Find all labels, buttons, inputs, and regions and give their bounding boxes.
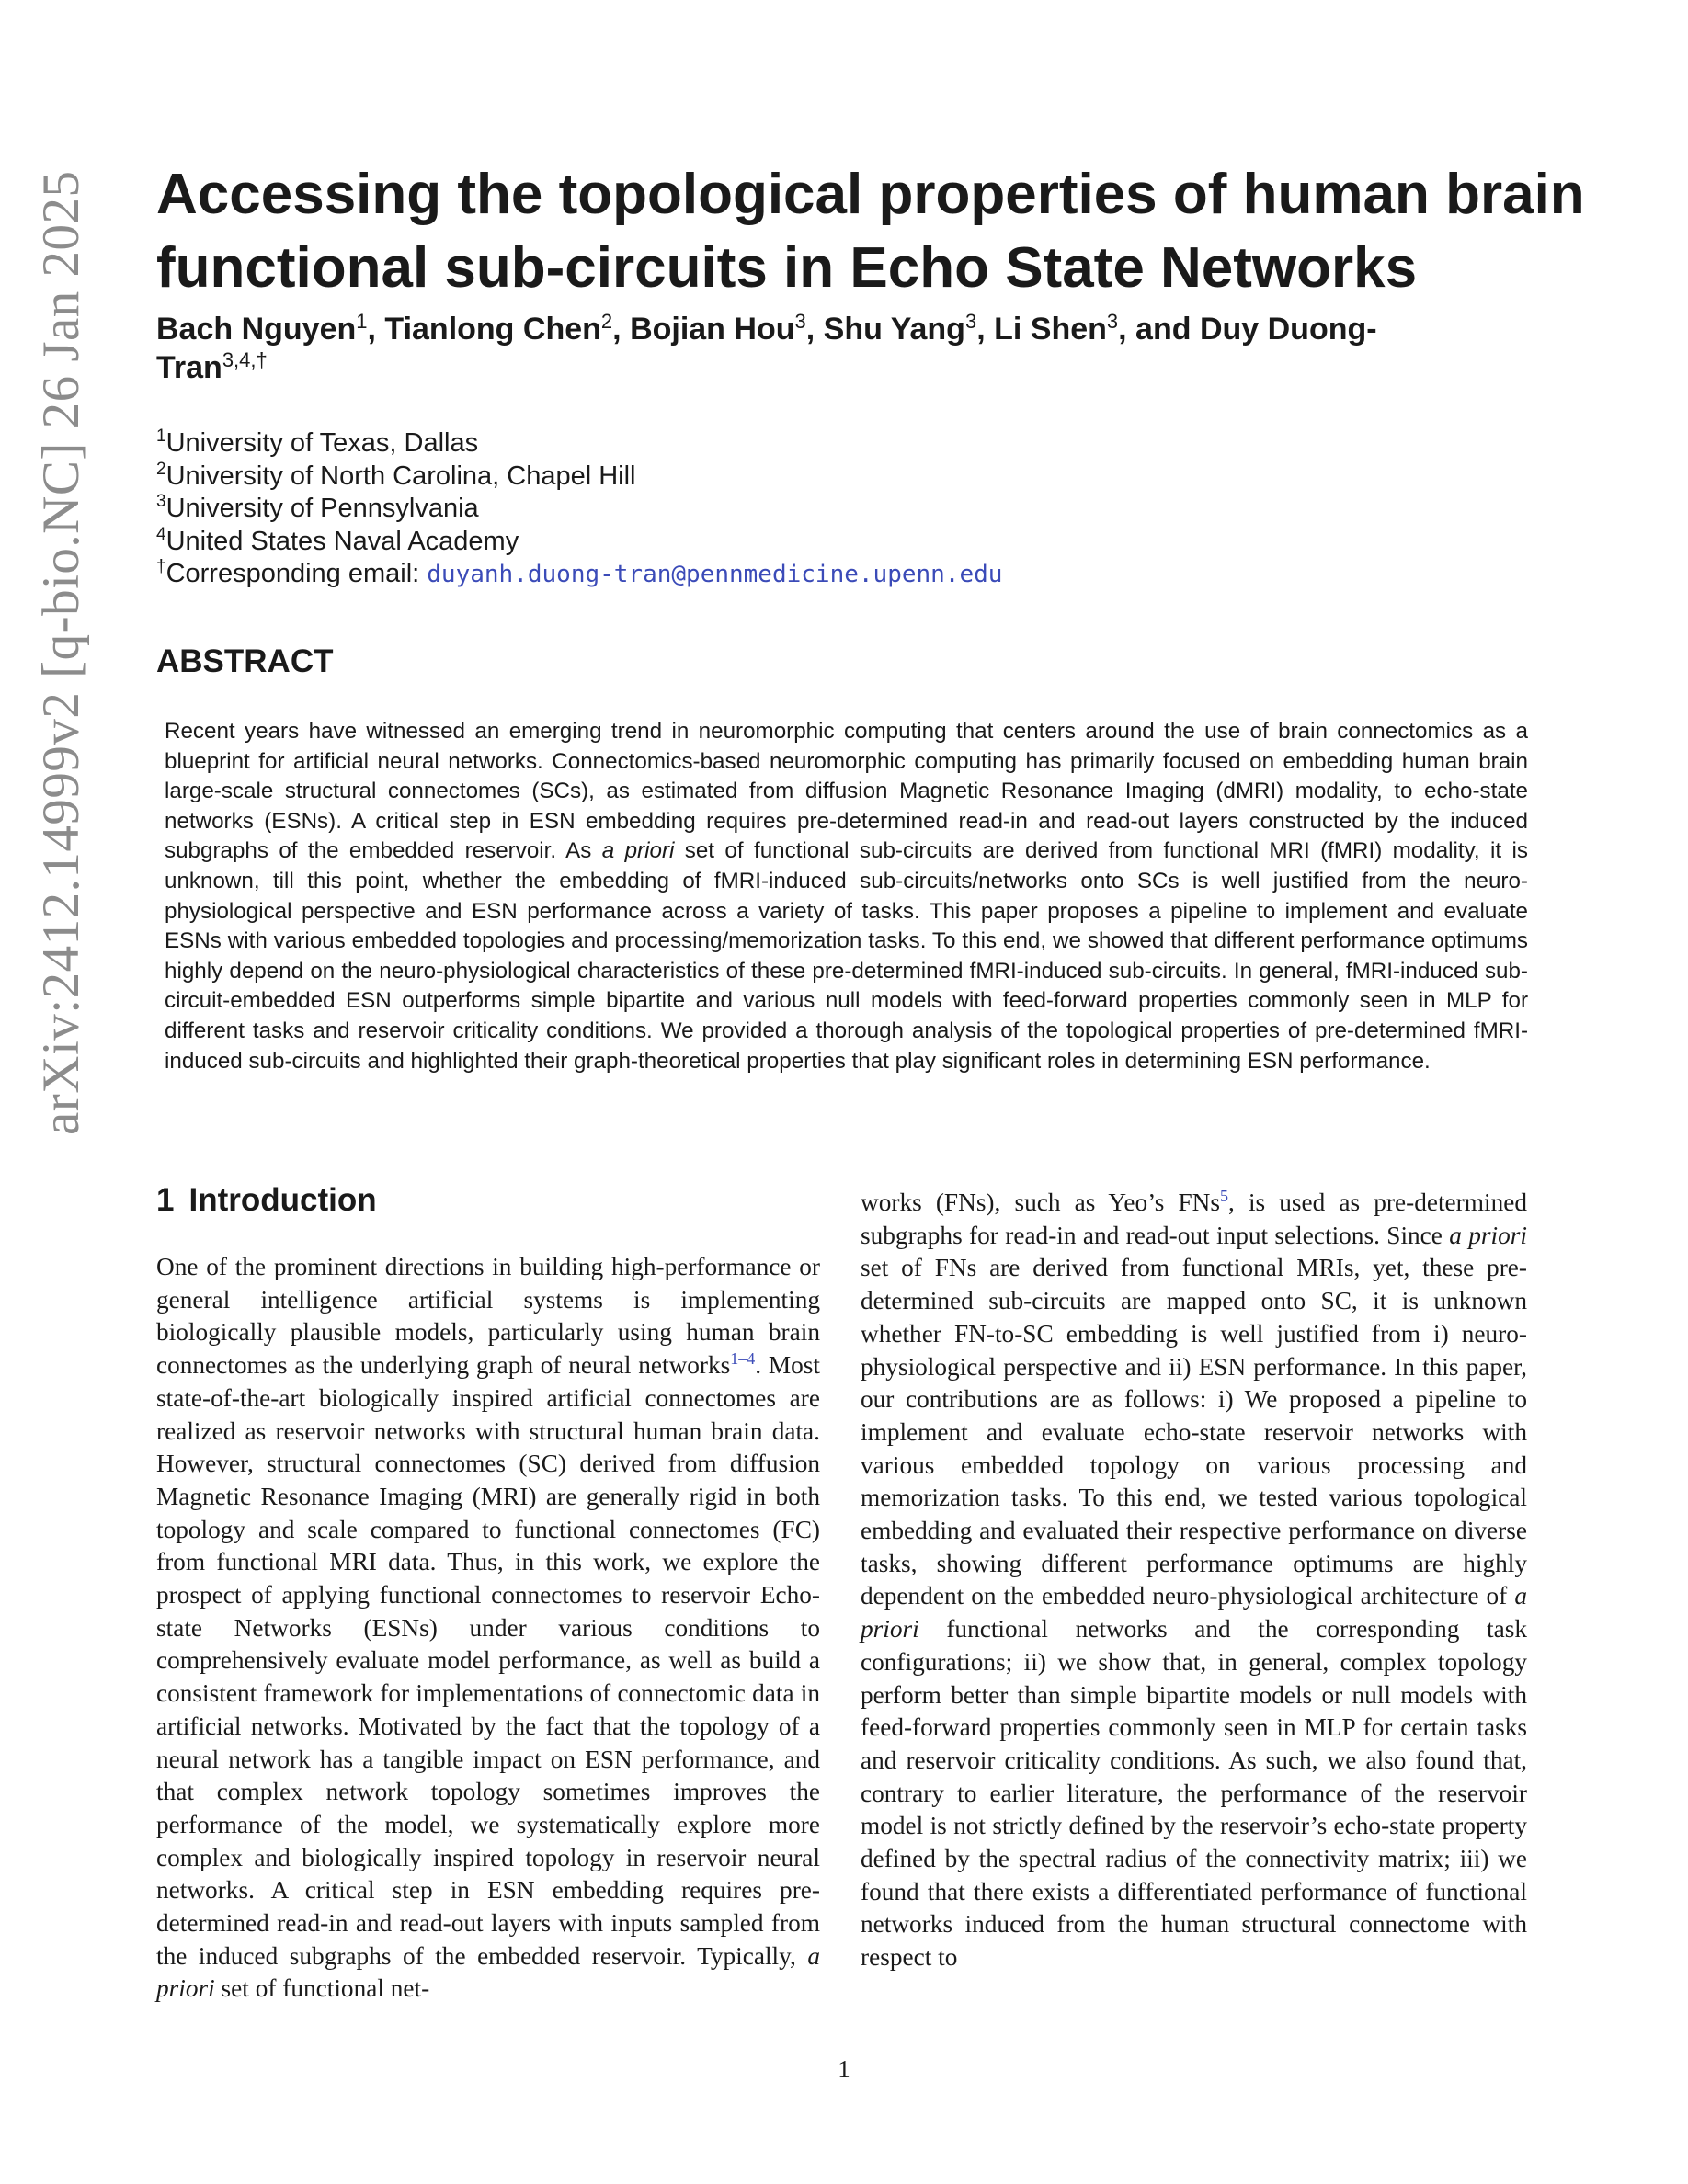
body-emphasis: a priori	[861, 1582, 1527, 1644]
corresponding-label: Corresponding email:	[165, 559, 428, 588]
intro-left-column	[156, 1251, 820, 2006]
author-affil-mark: 1	[356, 310, 368, 333]
author-name: Bojian Hou	[630, 312, 795, 347]
section-heading-introduction	[156, 1180, 377, 1221]
dagger-mark: †	[156, 557, 166, 576]
affiliation-mark: 1	[156, 427, 166, 446]
affiliation-mark: 2	[156, 459, 166, 479]
affiliation-item	[156, 427, 1352, 461]
body-text: set of functional net-	[214, 1974, 430, 2003]
body-text: , is used as pre-determined subgraphs for read-in and read-out input selections. Since	[861, 1189, 1527, 1249]
abstract-part: set of functional sub-circuits are derived from functional MRI (fMRI) modality, it is unknown, till this point, whether the embedding of fMRI-induced sub-circuits/networks onto SCs is well justified from the neuro-physiological perspective and ESN performance across a variety of tasks. This paper proposes a pipeline to implement and evaluate ESNs with various embedded topologies and processing/memorization tasks. To this end, we showed that different performance optimums highly depend on the neuro-physiological characteristics of these pre-determined fMRI-induced sub-circuits. In general, fMRI-induced sub-circuit-embedded ESN outperforms simple bipartite and various null models with feed-forward properties commonly seen in MLP for different tasks and reservoir criticality conditions. We provided a thorough analysis of the topological properties of pre-determined fMRI-induced sub-circuits and highlighted their graph-theoretical properties that play significant roles in determining ESN performance.	[165, 838, 1528, 1074]
paper-title: Accessing the topological properties of human brain functional sub-circuits in Echo State Networks	[156, 163, 1585, 300]
author-name: Bach Nguyen	[156, 312, 357, 347]
body-text: set of FNs are derived from functional MRIs, yet, these pre-determined sub-circuits are mapped onto SC, it is unknown whether FN-to-SC embedding is well justified from i) neuro-physiological perspective and ii) ESN performance. In this paper, our contributions are as follows: i) We proposed a pipeline to implement and evaluate echo-state reservoir networks with various embedded topology on various processing and memorization tasks. To this end, we tested various topological embedding and evaluated their respective performance on diverse tasks, showing different performance optimums are highly dependent on the embedded neuro-physiological architecture of	[861, 1254, 1527, 1610]
abstract-text	[165, 717, 1528, 1076]
affiliation-text: United States Naval Academy	[165, 526, 519, 556]
corresponding-email-link[interactable]: duyanh.duong-tran@pennmedicine.upenn.edu	[427, 561, 1003, 588]
affiliation-item	[156, 493, 1352, 526]
author-affil-mark: 2	[600, 310, 613, 333]
author-name: Li Shen	[994, 312, 1107, 347]
abstract-emphasis: a priori	[601, 838, 675, 864]
author-list	[156, 310, 1407, 387]
corresponding-author	[156, 558, 1352, 592]
body-emphasis: a priori	[156, 1941, 820, 2003]
intro-right-column	[861, 1187, 1527, 1974]
affiliation-item	[156, 461, 1352, 494]
affiliation-text: University of North Carolina, Chapel Hill	[165, 461, 636, 491]
author-separator: ,	[367, 312, 385, 347]
author-name: Duy Duong-Tran	[156, 312, 1377, 385]
author-affil-mark: 3	[794, 310, 806, 333]
author-name: Shu Yang	[823, 312, 965, 347]
affiliation-mark: 4	[156, 524, 166, 544]
author-affil-mark: 3,4,†	[222, 348, 268, 371]
author-affil-mark: 3	[1106, 310, 1119, 333]
body-emphasis: a priori	[1449, 1221, 1527, 1249]
body-text: One of the prominent directions in building high-performance or general intelligence artificial systems is implementing biologically plausible models, particularly using human brain connectomes as the underlying graph of neural networks	[156, 1253, 820, 1380]
body-text: works (FNs), such as Yeo’s FNs	[861, 1189, 1221, 1216]
section-number: 1	[156, 1182, 175, 1218]
author-separator: ,	[976, 312, 995, 347]
arxiv-watermark: arXiv:2412.14999v2 [q-bio.NC] 26 Jan 2025	[32, 170, 90, 1135]
body-text: functional networks and the corresponding task configurations; ii) we show that, in general, complex topology perform better than simple bipartite models or null models with feed-forward properties commonly seen in MLP for certain tasks and reservoir criticality conditions. As such, we also found that, contrary to earlier literature, the performance of the reservoir model is not strictly defined by the reservoir’s echo-state property defined by the spectral radius of the connectivity matrix; iii) we found that there exists a differentiated performance of functional networks induced from the human structural connectome with respect to	[861, 1615, 1527, 1972]
author-affil-mark: 3	[964, 310, 977, 333]
author-separator: ,	[612, 312, 631, 347]
author-separator: , and	[1118, 312, 1200, 347]
affiliation-list	[156, 427, 1352, 592]
affiliation-text: University of Texas, Dallas	[165, 428, 479, 458]
citation-link[interactable]: 1–4	[730, 1349, 756, 1369]
affiliation-text: University of Pennsylvania	[165, 494, 479, 523]
affiliation-mark: 3	[156, 492, 166, 511]
section-title: Introduction	[188, 1182, 377, 1218]
body-text: . Most state-of-the-art biologically inspired artificial connectomes are realized as reservoir networks with structural human brain data. However, structural connectomes (SC) derived from diffusion Magnetic Resonance Imaging (MRI) are generally rigid in both topology and scale compared to functional connectomes (FC) from functional MRI data. Thus, in this work, we explore the prospect of applying functional connectomes to reservoir Echo-state Networks (ESNs) under various conditions to comprehensively evaluate model performance, as well as build a consistent framework for implementations of connectomic data in artificial networks. Motivated by the fact that the topology of a neural network has a tangible impact on ESN performance, and that complex network topology sometimes improves the performance of the model, we systematically explore more complex and biologically inspired topology in reservoir neural networks. A critical step in ESN embedding requires pre-determined read-in and read-out layers with inputs sampled from the induced subgraphs of the embedded reservoir. Typically,	[156, 1351, 821, 1970]
abstract-heading: ABSTRACT	[156, 643, 334, 679]
page-number: 1	[838, 2055, 850, 2083]
citation-link[interactable]: 5	[1220, 1187, 1229, 1205]
abstract-part: Recent years have witnessed an emerging trend in neuromorphic computing that centers around the use of brain connectomics as a blueprint for artificial neural networks. Connectomics-based neuromorphic computing has primarily focused on embedding human brain large-scale structural connectomes (SCs), as estimated from diffusion Magnetic Resonance Imaging (dMRI) modality, to echo-state networks (ESNs). A critical step in ESN embedding requires pre-determined read-in and read-out layers constructed by the induced subgraphs of the embedded reservoir. As	[165, 719, 1528, 864]
affiliation-item	[156, 526, 1352, 559]
author-separator: ,	[805, 312, 824, 347]
author-name: Tianlong Chen	[384, 312, 601, 347]
